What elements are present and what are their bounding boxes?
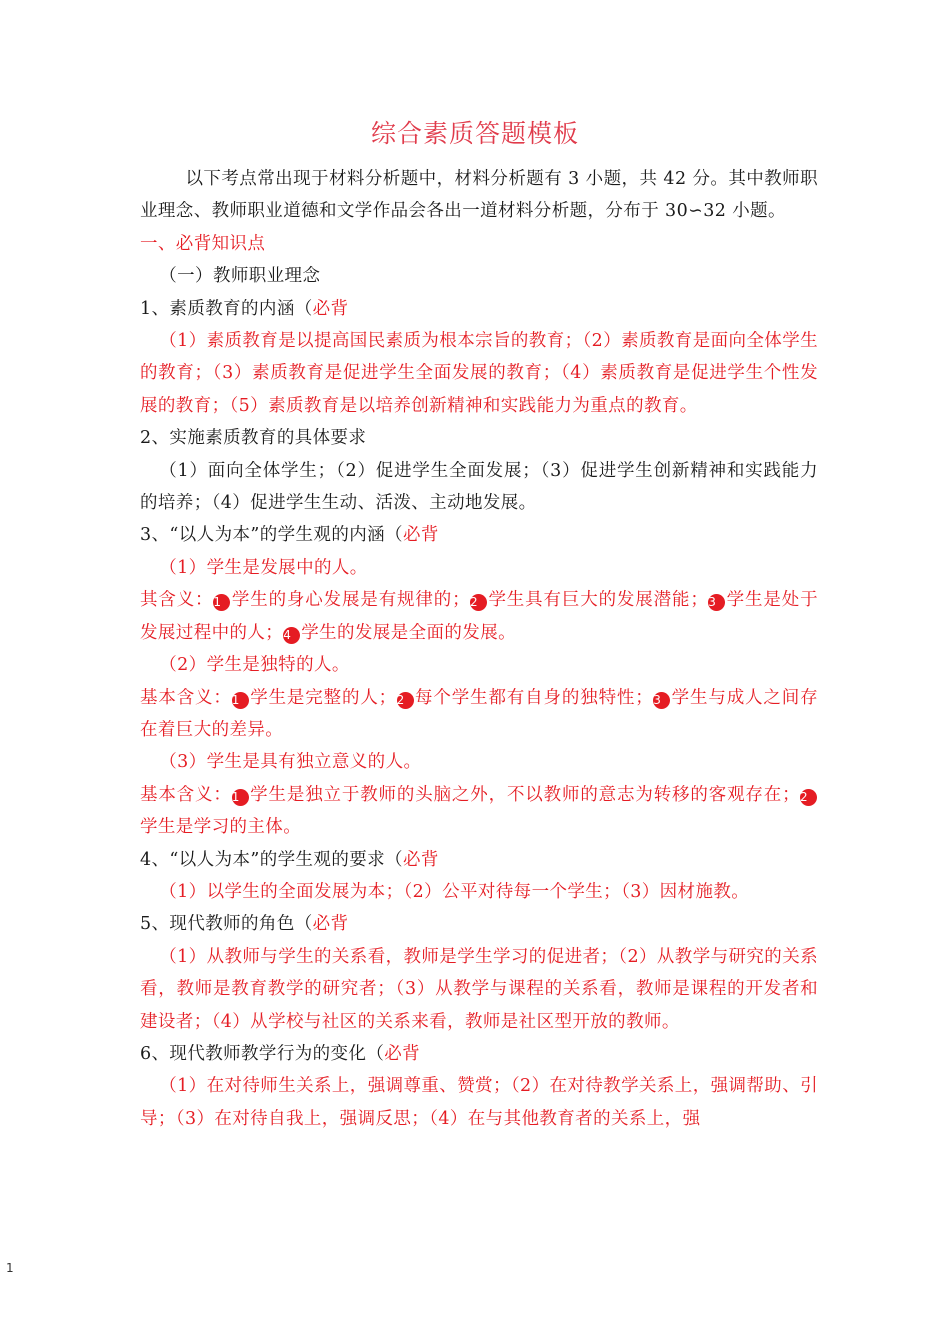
item5-heading-text: 5、现代教师的角色（ <box>140 914 313 935</box>
item3-point3-meaning <box>140 779 818 844</box>
item3-point3: （3）学生是具有独立意义的人。 <box>159 752 422 773</box>
meaning-lead: 基本含义： <box>140 784 232 805</box>
circled-number-icon: 1 <box>213 594 230 611</box>
item3-tag: 必背 <box>402 525 439 546</box>
circled-number-icon: 1 <box>232 692 249 709</box>
item6-heading <box>140 1038 818 1070</box>
circled-number-icon: 1 <box>232 789 249 806</box>
item6-body: （1）在对待师生关系上，强调尊重、赞赏；（2）在对待教学关系上，强调帮助、引导；（3）在对待自我上，强调反思；（4）在与其他教育者的关系上，强 <box>140 1076 818 1129</box>
item5-tag: 必背 <box>312 914 349 935</box>
item3-point2-meaning <box>140 682 818 747</box>
item1-heading-text: 1、素质教育的内涵（ <box>140 298 313 319</box>
meaning-item: 学生具有巨大的发展潜能； <box>488 590 709 611</box>
item3-point1: （1）学生是发展中的人。 <box>159 557 368 578</box>
meaning-item: 学生是处于发展过程中的人； <box>140 590 818 643</box>
meaning-item: 学生的发展是全面的发展。 <box>301 622 517 643</box>
item6-tag: 必背 <box>384 1043 421 1064</box>
item4-heading <box>140 844 818 876</box>
circled-number-icon: 4 <box>283 627 300 644</box>
item3-heading-text: 3、“以人为本”的学生观的内涵（ <box>140 525 403 546</box>
item1-heading <box>140 293 818 325</box>
item2-body: （1）面向全体学生；（2）促进学生全面发展；（3）促进学生创新精神和实践能力的培养；（4）促进学生生动、活泼、主动地发展。 <box>140 460 818 514</box>
meaning-item: 学生与成人之间存在着巨大的差异。 <box>140 687 819 740</box>
document-title: 综合素质答题模板 <box>370 119 579 148</box>
page-number: 1 <box>6 1261 14 1275</box>
circled-number-icon: 2 <box>397 692 414 709</box>
item3-point1-meaning <box>140 584 818 649</box>
subsection-heading: （一）教师职业理念 <box>159 266 321 287</box>
meaning-lead: 其含义： <box>140 590 214 611</box>
item3-point2: （2）学生是独特的人。 <box>159 655 350 676</box>
item4-tag: 必背 <box>402 849 439 870</box>
document-body <box>140 163 818 1135</box>
item4-heading-text: 4、“以人为本”的学生观的要求（ <box>140 849 403 870</box>
intro-paragraph: 以下考点常出现于材料分析题中，材料分析题有 3 小题，共 42 分。其中教师职业理念、教师职业道德和文学作品会各出一道材料分析题，分布于 30∽32 小题。 <box>140 169 818 222</box>
meaning-item: 学生的身心发展是有规律的； <box>231 590 470 611</box>
item4-body: （1）以学生的全面发展为本；（2）公平对待每一个学生；（3）因材施教。 <box>159 881 750 902</box>
item1-body: （1）素质教育是以提高国民素质为根本宗旨的教育；（2）素质教育是面向全体学生的教育；（3）素质教育是促进学生全面发展的教育；（4）素质教育是促进学生个性发展的教育；（5）素质教育是以培养创新精神和实践能力为重点的教育。 <box>140 331 818 416</box>
section-heading: 一、必背知识点 <box>140 233 266 254</box>
item1-tag: 必背 <box>312 298 349 319</box>
circled-number-icon: 2 <box>800 789 817 806</box>
meaning-lead: 基本含义： <box>140 687 232 708</box>
item2-heading: 2、实施素质教育的具体要求 <box>140 428 367 449</box>
circled-number-icon: 2 <box>470 594 487 611</box>
meaning-item: 学生是完整的人； <box>249 687 397 708</box>
item3-heading <box>140 519 818 551</box>
item5-body: （1）从教师与学生的关系看，教师是学生学习的促进者；（2）从教学与研究的关系看，教师是教育教学的研究者；（3）从教学与课程的关系看，教师是课程的开发者和建设者；（4）从学校与社区的关系来看，教师是社区型开放的教师。 <box>140 946 818 1032</box>
meaning-item: 每个学生都有自身的独特性； <box>414 687 654 708</box>
item6-heading-text: 6、现代教师教学行为的变化（ <box>140 1043 385 1064</box>
circled-number-icon: 3 <box>708 594 725 611</box>
item5-heading <box>140 908 818 940</box>
circled-number-icon: 3 <box>653 692 670 709</box>
meaning-item: 学生是学习的主体。 <box>140 817 302 838</box>
meaning-item: 学生是独立于教师的头脑之外，不以教师的意志为转移的客观存在； <box>249 784 801 805</box>
